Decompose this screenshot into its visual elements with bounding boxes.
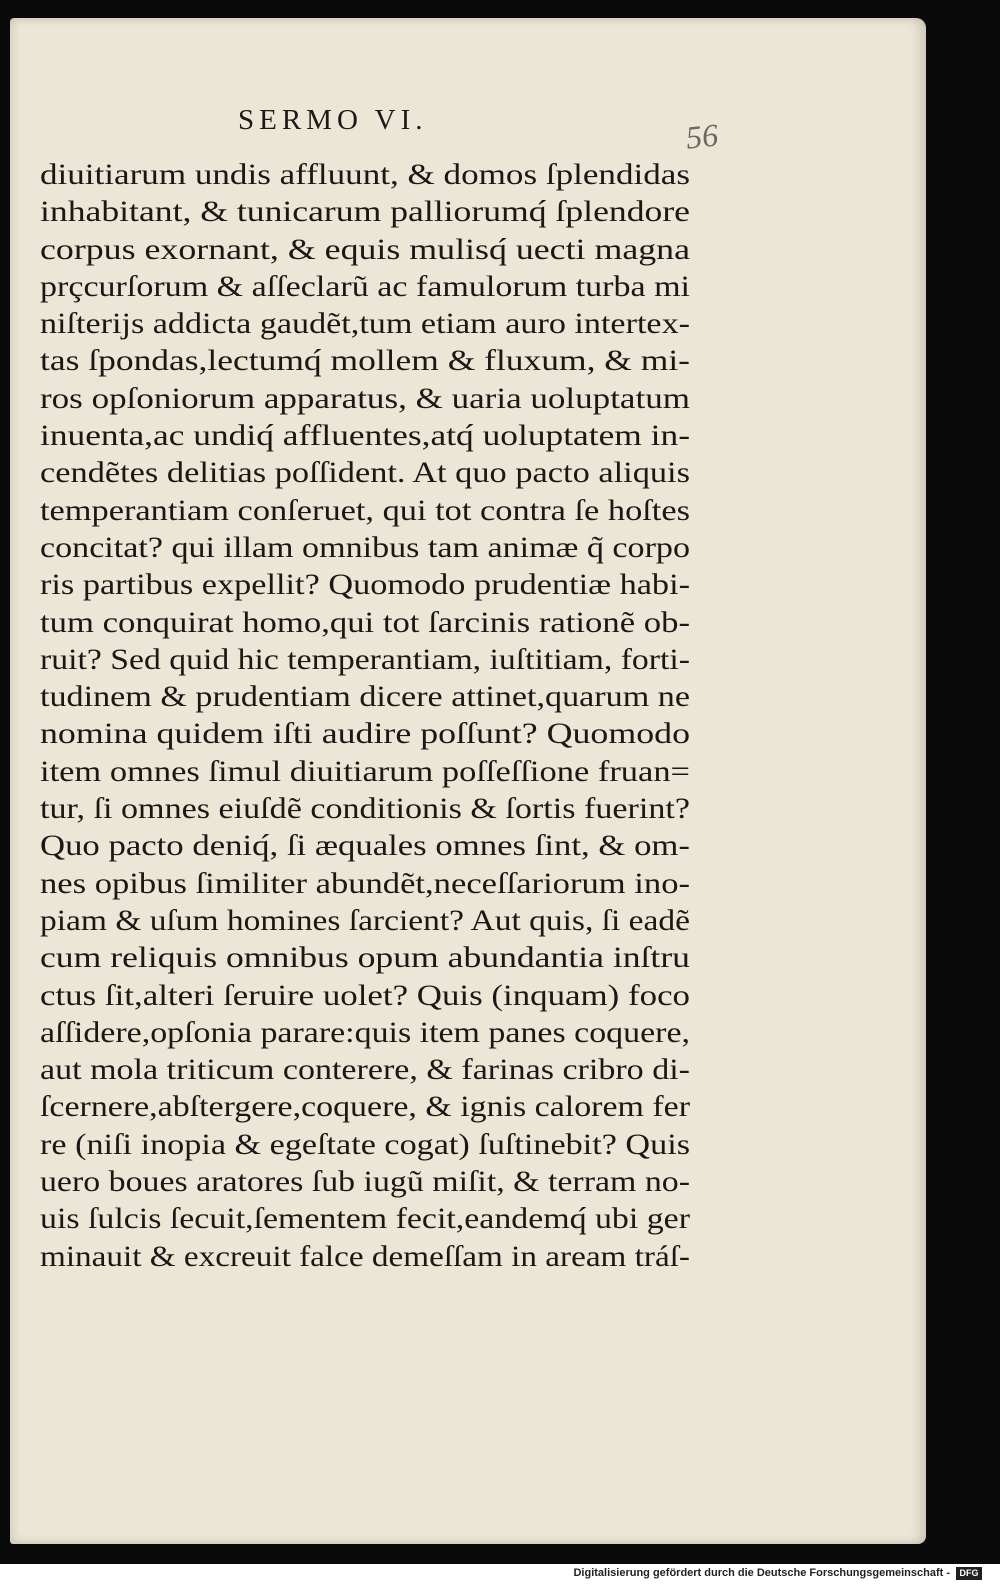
folio-number: 56: [684, 116, 720, 156]
text-line: tudinem & prudentiam dicere attinet,quarum ne: [40, 680, 690, 714]
text-line: Quo pacto deniq́, ſi æquales omnes ſint, & om-: [40, 829, 690, 863]
dfg-credit-text: Digitalisierung gefördert durch die Deutsche Forschungsgemeinschaft -: [573, 1567, 950, 1579]
text-line: uero boues aratores ſub iugũ miſit, & terram no-: [40, 1165, 690, 1199]
text-line: corpus exornant, & equis mulisq́ uecti magna: [40, 232, 690, 266]
text-line: cendẽtes delitias poſſident. At quo pacto aliquis: [40, 456, 690, 490]
text-line: ctus ſit,alteri ſeruire uolet? Quis (inquam) foco: [40, 978, 690, 1012]
dfg-logo-icon: DFG: [956, 1567, 982, 1580]
text-line: niſterijs addicta gaudẽt,tum etiam auro intertex-: [40, 307, 690, 341]
text-line: nes opibus ſimiliter abundẽt,neceſſariorum ino-: [40, 866, 690, 900]
text-line: cum reliquis omnibus opum abundantia inſtru: [40, 941, 690, 975]
text-line: diuitiarum undis affluunt, & domos ſplendidas: [40, 158, 690, 191]
running-head: SERMO VI.: [238, 104, 428, 136]
text-line: concitat? qui illam omnibus tam animæ q̃ corpo: [40, 530, 690, 564]
text-line: nomina quidem iſti audire poſſunt? Quomodo: [40, 717, 690, 751]
text-line: inhabitant, & tunicarum palliorumq́ ſplendore: [40, 195, 690, 229]
text-line: piam & uſum homines ſarcient? Aut quis, ſi eadẽ: [40, 903, 690, 937]
book-page: [10, 18, 926, 1544]
text-line: ros opſoniorum apparatus, & uaria uoluptatum: [40, 381, 690, 415]
text-line: tas ſpondas,lectumq́ mollem & fluxum, & mi-: [40, 344, 690, 378]
text-line: ris partibus expellit? Quomodo prudentiæ habi-: [40, 568, 690, 602]
text-line: ruit? Sed quid hic temperantiam, iuſtitiam, forti-: [40, 642, 690, 676]
footer-bar: [0, 1564, 1000, 1584]
body-text: [40, 156, 700, 1275]
text-line: prçcurſorum & aſſeclarũ ac famulorum turba mi: [40, 269, 690, 303]
text-line: tum conquirat homo,qui tot ſarcinis rationẽ ob-: [40, 605, 690, 639]
text-line: inuenta,ac undiq́ affluentes,atq́ uoluptatem in-: [40, 419, 690, 453]
text-line: item omnes ſimul diuitiarum poſſeſſione fruan=: [40, 754, 690, 788]
text-line: uis ſulcis ſecuit,ſementem fecit,eandemq́ ubi ger: [40, 1202, 690, 1236]
text-line: aut mola triticum conterere, & farinas cribro di-: [40, 1053, 690, 1087]
text-line: temperantiam conſeruet, qui tot contra ſe hoſtes: [40, 493, 690, 527]
text-line: ſcernere,abſtergere,coquere, & ignis calorem fer: [40, 1090, 690, 1124]
text-line: tur, ſi omnes eiuſdẽ conditionis & ſortis fuerint?: [40, 792, 690, 826]
text-line: minauit & excreuit falce demeſſam in aream tráſ-: [40, 1239, 690, 1273]
text-line: aſſidere,opſonia parare:quis item panes coquere,: [40, 1015, 690, 1049]
text-line: re (niſi inopia & egeſtate cogat) ſuſtinebit? Quis: [40, 1127, 690, 1161]
